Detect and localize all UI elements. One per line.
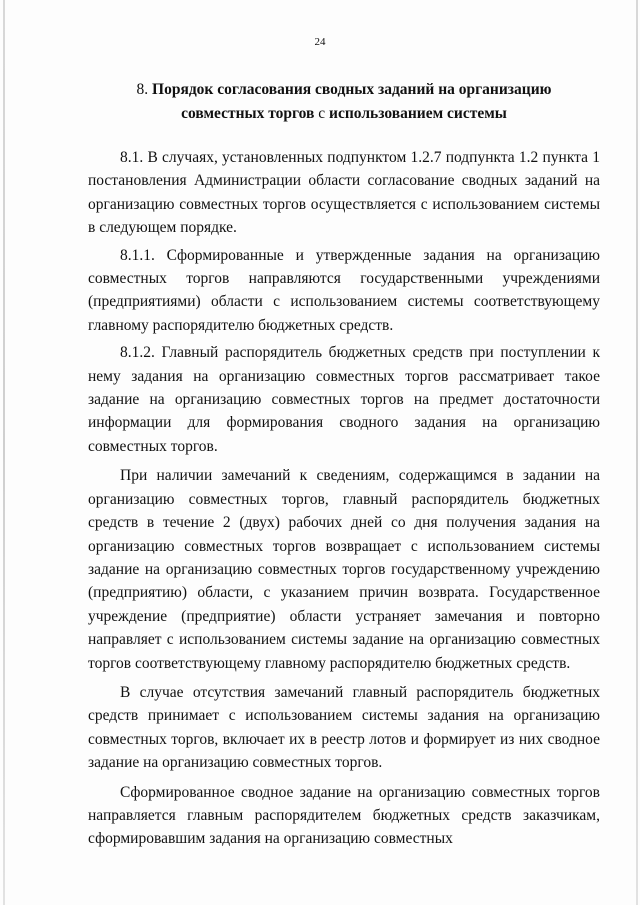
heading-line-1: Порядок согласования сводных заданий на организацию: [152, 81, 552, 98]
right-scan-edge: [636, 0, 638, 905]
document-body: [88, 146, 600, 855]
heading-line-2b: использованием системы: [329, 105, 507, 122]
left-scan-edge: [3, 0, 5, 905]
section-heading: [84, 78, 604, 126]
heading-line-2a: совместных торгов: [181, 105, 315, 122]
paragraph-no-remarks: В случае отсутствия замечаний главный распорядитель бюджетных средств принимает с использованием системы задания на организацию совместных торгов, включает их в реестр лотов и формирует из них сводное задание на организацию совместных торгов.: [88, 683, 600, 772]
paragraph-remarks: При наличии замечаний к сведениям, содержащимся в задании на организацию совместных торгов, главный распорядитель бюджетных средств в течение 2 (двух) рабочих дней со дня получения задания на организацию совместных торгов возвращает с использованием системы задание на организацию совместных торгов государственному учреждению (предприятию) области, с указанием причин возврата. Государственное учреждение (предприятие) области устраняет замечания и повторно направляет с использованием системы задание на организацию совместных торгов соответствующему главному распорядителю бюджетных средств.: [88, 467, 600, 672]
paragraph-8-1-1: 8.1.1. Сформированные и утвержденные задания на организацию совместных торгов направляются государственными учреждениями (предприятиями) области с использованием системы соответствующему главному распорядителю бюджетных средств.: [88, 246, 600, 334]
page-number: 24: [314, 36, 326, 48]
paragraph-summary-task: Сформированное сводное задание на организацию совместных торгов направляется главным распорядителем бюджетных средств заказчикам, сформировавшим задания на организацию совместных: [88, 783, 600, 848]
heading-connector: с: [314, 105, 330, 122]
paragraph-8-1: 8.1. В случаях, установленных подпунктом 1.2.7 подпункта 1.2 пункта 1 постановления Администрации области согласование сводных заданий на организацию совместных торгов осуществляется с использованием системы в следующем порядке.: [88, 149, 600, 237]
paragraph-8-1-2: 8.1.2. Главный распорядитель бюджетных средств при поступлении к нему задания на организацию совместных торгов рассматривает такое задание на организацию совместных торгов на предмет достаточности информации для формирования сводного задания на организацию совместных торгов.: [88, 344, 600, 455]
heading-number: 8.: [136, 81, 153, 98]
